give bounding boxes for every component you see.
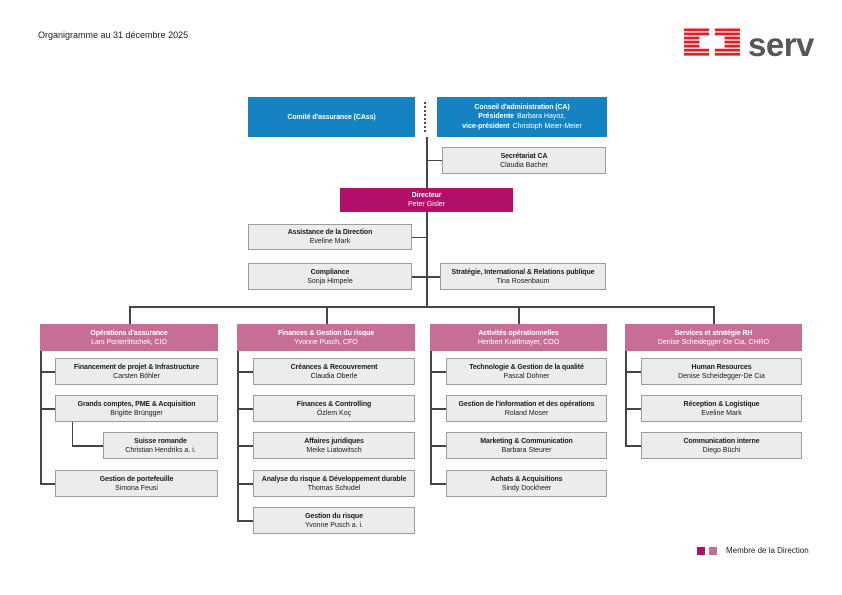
org-box-header-finances-risque <box>237 324 415 351</box>
connector <box>430 483 446 485</box>
box-title: Réception & Logistique <box>683 400 760 408</box>
box-subtitle: Simona Feusi <box>115 484 158 492</box>
box-title: Secrétariat CA <box>500 152 548 160</box>
vice-president-name: Christoph Meier-Meier <box>512 122 582 130</box>
box-subtitle: Yvonne Pusch a. i. <box>305 521 363 529</box>
president-name: Barbara Hayoz, <box>517 113 566 120</box>
box-title: Finances & Controlling <box>296 400 372 408</box>
connector <box>713 306 715 324</box>
box-subtitle: Claudia Bacher <box>500 161 548 169</box>
box-subtitle <box>478 112 565 122</box>
connector <box>625 445 641 447</box>
org-box-comite-assurance <box>248 97 415 137</box>
box-title: Directeur <box>411 192 442 199</box>
org-box <box>446 395 607 422</box>
box-title: Marketing & Communication <box>480 437 573 445</box>
org-box <box>55 470 218 497</box>
box-title: Opérations d'assurance <box>90 329 168 337</box>
connector <box>426 160 442 162</box>
legend-swatch-pink <box>709 547 717 555</box>
org-box <box>446 470 607 497</box>
connector <box>237 483 253 485</box>
box-title: Analyse du risque & Développement durable <box>261 475 407 483</box>
org-box-conseil-administration <box>437 97 607 137</box>
connector <box>40 371 55 373</box>
org-box <box>55 358 218 385</box>
box-title: Comité d'assurance (CAss) <box>287 113 376 121</box>
box-subtitle: Pascal Dohner <box>503 372 550 380</box>
box-title: Conseil d'administration (CA) <box>474 104 570 111</box>
serv-wordmark: serv <box>748 25 814 63</box>
president-label: Présidente <box>478 113 515 120</box>
org-box <box>253 507 415 534</box>
serv-logo <box>684 25 814 63</box>
vice-president-label: vice-président <box>462 122 510 130</box>
box-title: Achats & Acquisitions <box>490 475 563 483</box>
box-subtitle: Özlem Koç <box>316 409 352 417</box>
connector <box>426 212 428 307</box>
org-box-header-services-strategie-rh <box>625 324 802 351</box>
org-box-header-operations-assurance <box>40 324 218 351</box>
box-subtitle: Peter Gisler <box>408 201 445 208</box>
box-subtitle: Barbara Steurer <box>501 446 552 454</box>
org-box-assistance-direction <box>248 224 412 250</box>
box-title: Communication interne <box>683 437 760 445</box>
connector <box>237 351 239 521</box>
connector <box>625 408 641 410</box>
connector <box>129 306 714 308</box>
box-subtitle: Lars Ponterlitschek, CIO <box>91 338 167 346</box>
org-box <box>253 358 415 385</box>
box-title: Créances & Recouvrement <box>290 363 378 371</box>
connector <box>518 306 520 324</box>
connector <box>412 276 440 278</box>
box-subtitle: Denise Scheidegger-De Cia, CHRO <box>657 338 770 346</box>
box-subtitle: Thomas Schudel <box>307 484 361 492</box>
org-box <box>55 395 218 422</box>
box-subtitle: Carsten Böhler <box>113 372 160 380</box>
box-title: Finances & Gestion du risque <box>278 329 374 337</box>
box-subtitle: Sonja Himpele <box>307 277 353 285</box>
box-title: Gestion du risque <box>305 512 363 520</box>
legend-label: Membre de la Direction <box>726 546 809 555</box>
box-subtitle: Yvonne Pusch, CFO <box>294 338 358 346</box>
page-title: Organigramme au 31 décembre 2025 <box>38 30 189 40</box>
connector <box>430 371 446 373</box>
connector <box>129 306 131 324</box>
org-box <box>103 432 218 459</box>
box-title: Technologie & Gestion de la qualité <box>469 363 584 371</box>
connector <box>426 137 428 188</box>
box-subtitle: Eveline Mark <box>701 409 742 417</box>
box-title: Activités opérationnelles <box>478 329 559 337</box>
box-subtitle: Tina Rosenbaum <box>496 277 550 285</box>
org-box <box>641 395 802 422</box>
dotted-connector-cass-ca <box>424 102 426 132</box>
connector <box>625 371 641 373</box>
box-title: Suisse romande <box>134 437 187 445</box>
box-title: Grands comptes, PME & Acquisition <box>77 400 196 408</box>
serv-logo-icon <box>684 28 740 61</box>
connector <box>237 520 253 522</box>
box-subtitle: Christian Hendriks a. i. <box>125 446 196 454</box>
org-box <box>253 395 415 422</box>
box-title: Human Resources <box>691 363 752 371</box>
org-box-secretariat-ca <box>442 147 606 174</box>
org-box-header-activites-operationnelles <box>430 324 607 351</box>
connector <box>40 483 55 485</box>
box-subtitle <box>462 122 582 132</box>
connector <box>237 408 253 410</box>
connector <box>625 351 627 446</box>
box-subtitle: Brigitte Brüngger <box>110 409 163 417</box>
box-subtitle: Heribert Knittlmayer, COO <box>477 338 560 346</box>
box-subtitle: Denise Scheidegger-De Cia <box>678 372 765 380</box>
box-title: Financement de projet & Infrastructure <box>73 363 200 371</box>
legend <box>697 546 809 555</box>
org-box <box>253 432 415 459</box>
org-box-directeur <box>340 188 513 212</box>
box-title: Assistance de la Direction <box>287 229 373 236</box>
connector <box>412 237 426 239</box>
connector <box>237 371 253 373</box>
box-subtitle: Diego Büchi <box>702 446 741 454</box>
connector <box>72 422 74 446</box>
box-subtitle: Claudia Oberle <box>310 372 358 380</box>
connector <box>237 445 253 447</box>
org-box <box>253 470 415 497</box>
org-box-compliance <box>248 263 412 290</box>
box-subtitle: Eveline Mark <box>309 238 351 245</box>
box-title: Gestion de l'information et des opérations <box>458 400 595 408</box>
org-box <box>641 432 802 459</box>
connector <box>40 408 55 410</box>
org-box <box>641 358 802 385</box>
connector <box>430 408 446 410</box>
org-box <box>446 432 607 459</box>
box-title: Affaires juridiques <box>304 437 364 445</box>
box-title: Services et stratégie RH <box>674 329 753 337</box>
org-box-strategie <box>440 263 606 290</box>
connector <box>326 306 328 324</box>
legend-swatch-magenta <box>697 547 705 555</box>
box-subtitle: Meike Liatowitsch <box>306 446 362 454</box>
box-title: Compliance <box>310 268 350 276</box>
box-title: Gestion de portefeuille <box>99 475 174 483</box>
box-title: Stratégie, International & Relations publique <box>451 268 595 276</box>
connector <box>72 445 104 447</box>
org-box <box>446 358 607 385</box>
box-subtitle: Sindy Dockheer <box>501 484 552 492</box>
box-subtitle: Roland Moser <box>504 409 549 417</box>
connector <box>430 445 446 447</box>
